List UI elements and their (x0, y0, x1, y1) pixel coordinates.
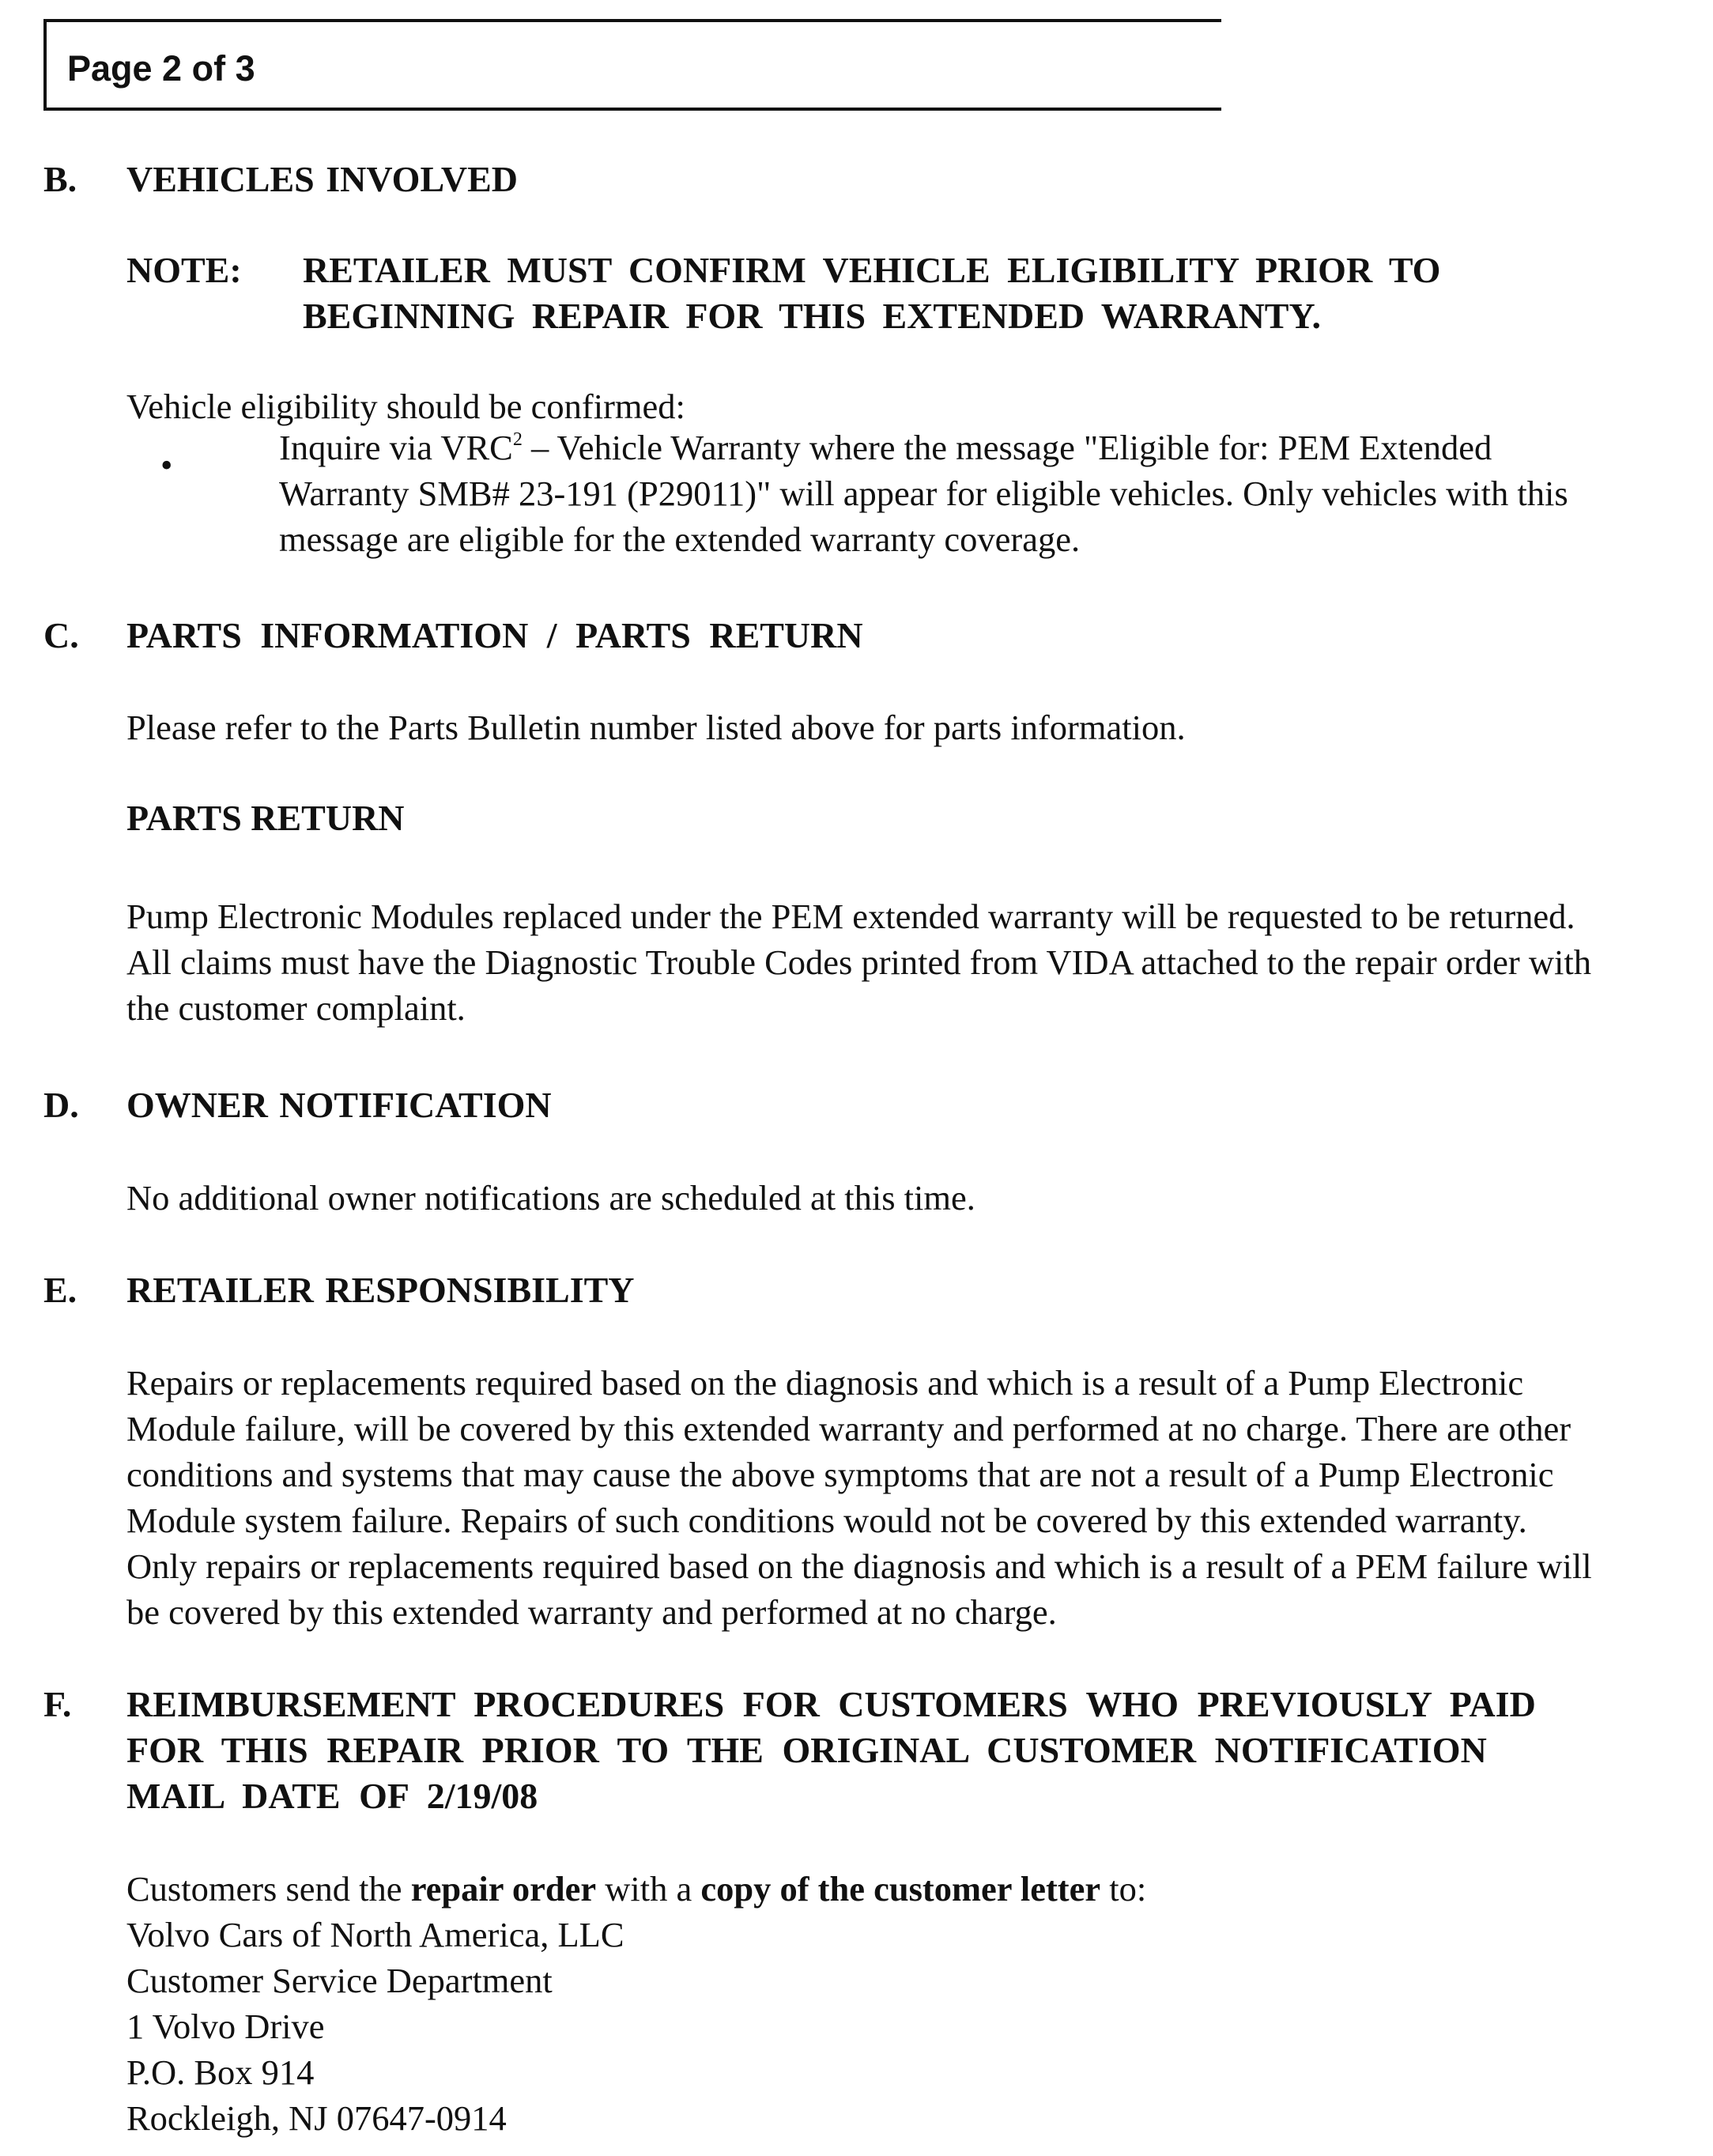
parts-info-text: Please refer to the Parts Bulletin number listed above for parts information. (126, 708, 1186, 747)
bullet-line: message are eligible for the extended warranty coverage. (279, 519, 1081, 559)
eligibility-intro: Vehicle eligibility should be confirmed: (126, 387, 685, 426)
section-title: PARTS INFORMATION / PARTS RETURN (126, 615, 863, 655)
section-title: OWNER NOTIFICATION (126, 1085, 552, 1125)
retailer-responsibility-text (126, 1360, 1592, 1635)
address-line: Rockleigh, NJ 07647-0914 (126, 2098, 507, 2138)
instruction-bold: copy of the customer letter (700, 1869, 1101, 1909)
owner-notification-text: No additional owner notifications are scheduled at this time. (126, 1178, 975, 1218)
superscript: 2 (512, 429, 523, 450)
section-letter: F. (43, 1684, 72, 1724)
paragraph-line: Repairs or replacements required based on the diagnosis and which is a result of a Pump Electronic (126, 1363, 1524, 1403)
page-number-box (43, 19, 1221, 111)
address-line: P.O. Box 914 (126, 2052, 315, 2092)
instruction-text: Customers send the (126, 1869, 411, 1909)
paragraph-line: Only repairs or replacements required based on the diagnosis and which is a result of a PEM failure will (126, 1546, 1592, 1586)
section-letter: C. (43, 615, 79, 655)
parts-return-text (126, 893, 1591, 1031)
bullet-icon: • (160, 446, 173, 485)
instruction-bold: repair order (410, 1869, 597, 1909)
note-label: NOTE: (126, 250, 242, 290)
paragraph-line: All claims must have the Diagnostic Trouble Codes printed from VIDA attached to the repair order with (126, 942, 1591, 982)
note-text (303, 247, 1536, 339)
reimbursement-instructions (126, 1866, 1146, 2141)
paragraph-line: conditions and systems that may cause the above symptoms that are not a result of a Pump Electronic (126, 1455, 1554, 1494)
bullet-line: Warranty SMB# 23-191 (P29011)" will appear for eligible vehicles. Only vehicles with this (279, 474, 1568, 513)
section-title-line: FOR THIS REPAIR PRIOR TO THE ORIGINAL CUSTOMER NOTIFICATION (126, 1730, 1487, 1770)
note-line: RETAILER MUST CONFIRM VEHICLE ELIGIBILITY PRIOR TO (303, 250, 1441, 290)
bullet-line-part: Inquire via VRC (279, 428, 513, 467)
address-line: Volvo Cars of North America, LLC (126, 1915, 624, 1954)
bullet-line-part: – Vehicle Warranty where the message "Eligible for: PEM Extended (522, 428, 1492, 467)
section-title: VEHICLES INVOLVED (126, 159, 519, 199)
address-line: 1 Volvo Drive (126, 2007, 325, 2046)
paragraph-line: Module system failure. Repairs of such conditions would not be covered by this extended warranty. (126, 1501, 1527, 1540)
paragraph-line: be covered by this extended warranty and performed at no charge. (126, 1592, 1057, 1632)
paragraph-line: Module failure, will be covered by this extended warranty and performed at no charge. There are other (126, 1409, 1572, 1448)
paragraph-line: Pump Electronic Modules replaced under the PEM extended warranty will be requested to be returned. (126, 897, 1575, 936)
eligibility-bullet-text (279, 425, 1568, 562)
section-letter: B. (43, 159, 77, 199)
bullet-line (279, 425, 1568, 470)
address-line: Customer Service Department (126, 1961, 553, 2000)
note-line: BEGINNING REPAIR FOR THIS EXTENDED WARRANTY. (303, 296, 1321, 336)
section-letter: E. (43, 1270, 77, 1310)
instruction-text: to: (1100, 1869, 1147, 1909)
page-number: Page 2 of 3 (67, 48, 255, 89)
section-title: RETAILER RESPONSIBILITY (126, 1270, 635, 1310)
parts-return-heading: PARTS RETURN (126, 798, 405, 838)
paragraph-line: the customer complaint. (126, 988, 466, 1028)
section-title-line: REIMBURSEMENT PROCEDURES FOR CUSTOMERS WHO PREVIOUSLY PAID (126, 1684, 1536, 1724)
instruction-line (126, 1866, 1146, 1912)
section-title-line: MAIL DATE OF 2/19/08 (126, 1776, 538, 1816)
section-letter: D. (43, 1085, 79, 1125)
instruction-text: with a (596, 1869, 701, 1909)
